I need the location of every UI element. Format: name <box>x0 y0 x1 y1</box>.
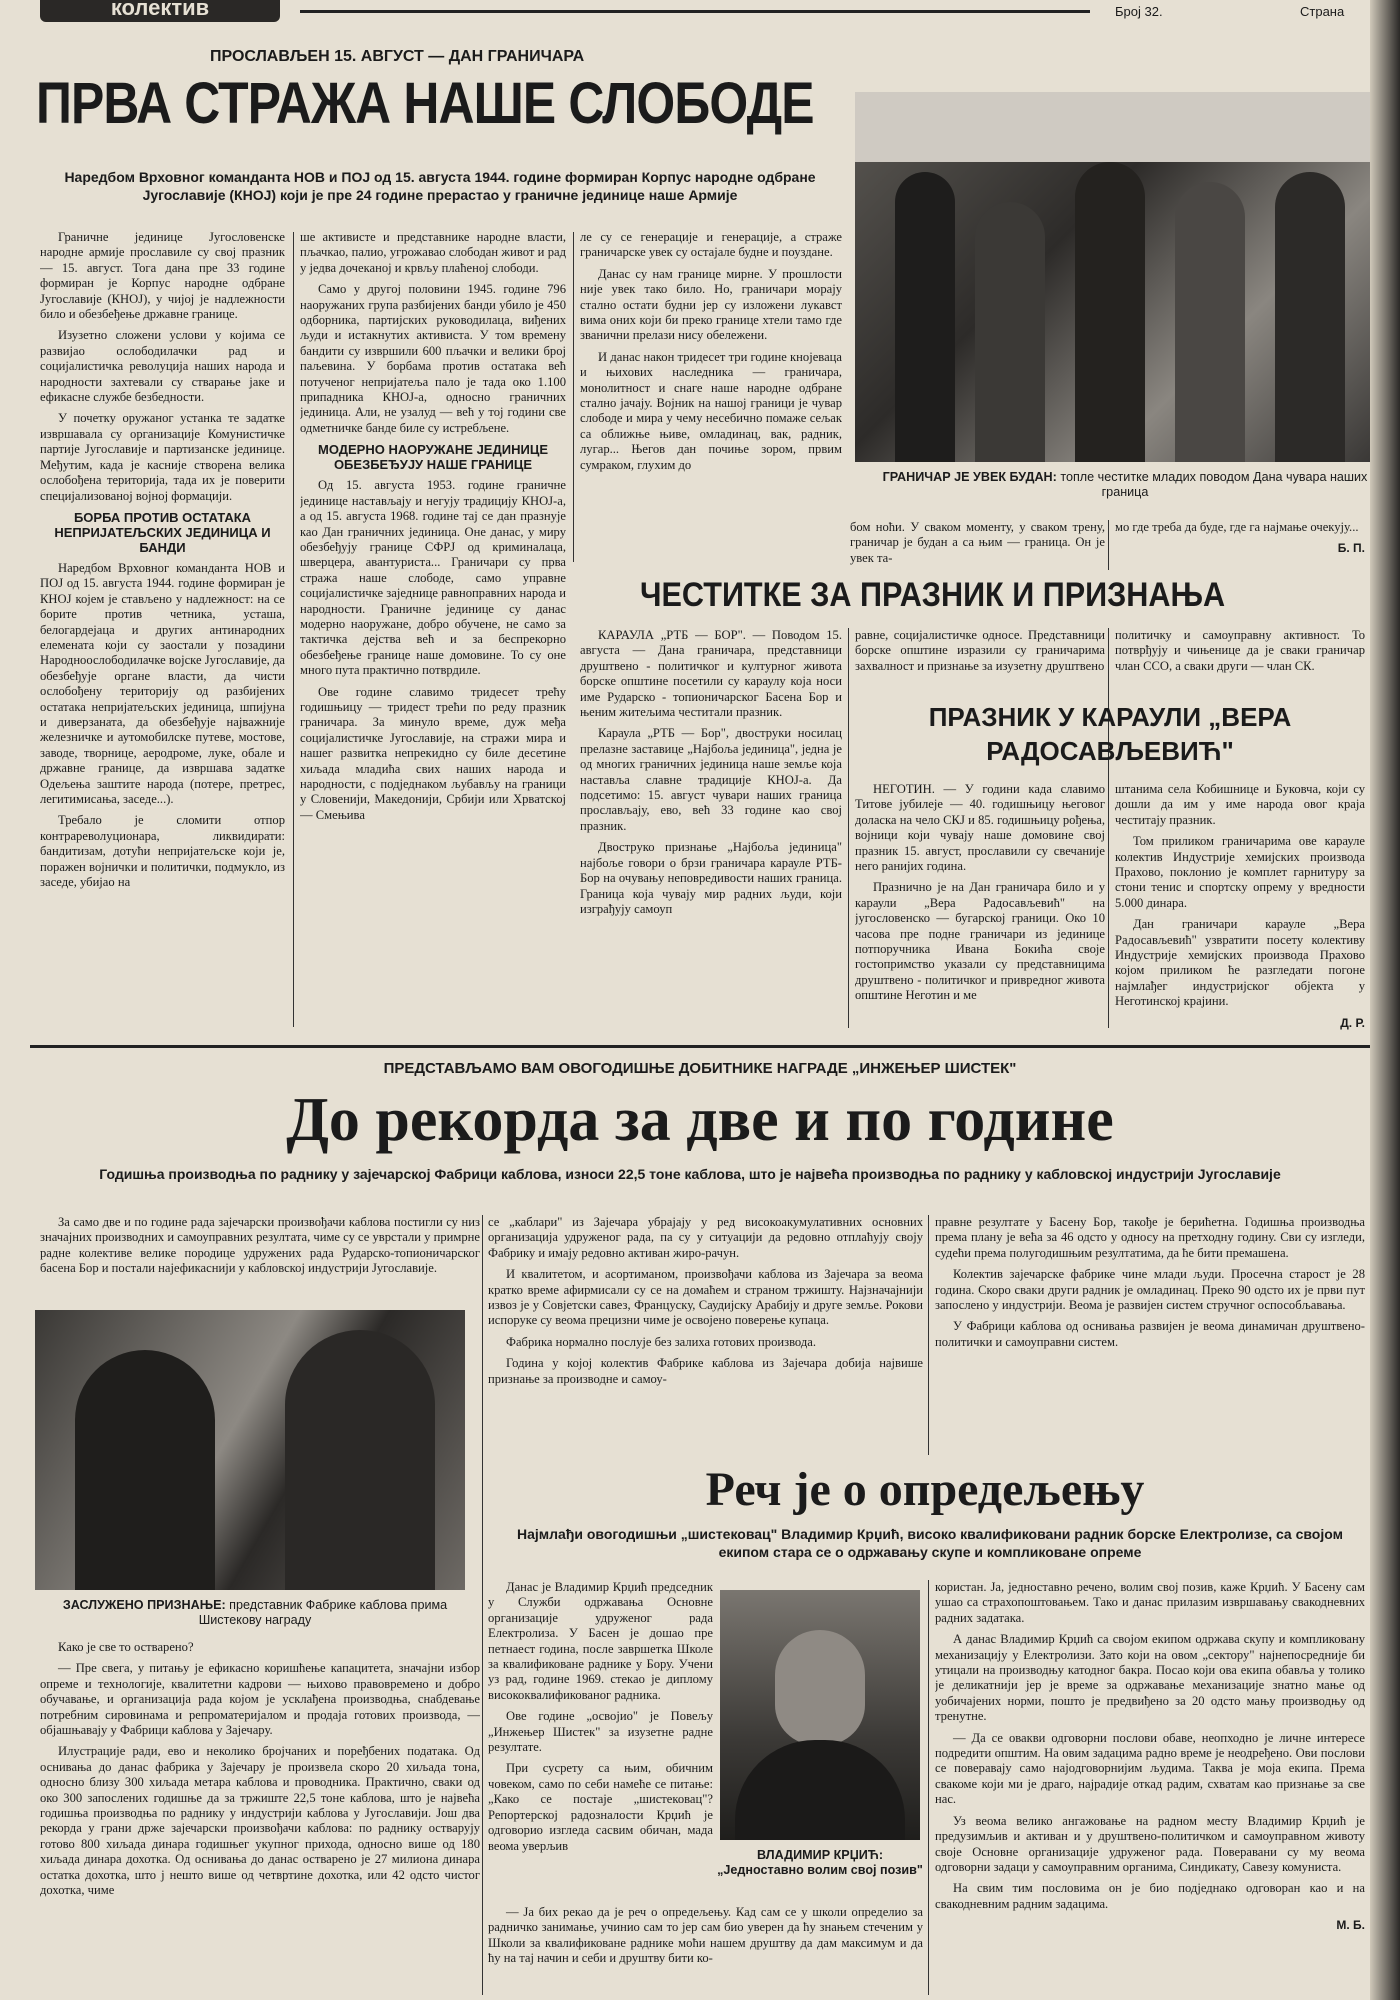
article2-col3 <box>1115 628 1365 688</box>
signature: Д. Р. <box>1340 1015 1365 1030</box>
article5-lead: Најмлађи овогодишњи „шистековац" Владимир Крџић, високо квалификовани радник борске Електролизе, са својом екипом стара се о одржавању скупе и компликоване опреме <box>517 1526 1343 1560</box>
paragraph: Како је све то остварено? <box>58 1640 194 1654</box>
paragraph: У Фабрици каблова од оснивања развијен је веома динамичан друштвено-политички и самоуправни систем. <box>935 1319 1365 1349</box>
column-rule <box>482 1215 483 1995</box>
paragraph: Данас су нам границе мирне. У прошлости није увек тако било. Но, граничари морају стално остати будни јер су изложени лукавст вима оних који би преко границе хтели тамо где званични прелази нису обележени. <box>580 266 842 343</box>
article5-bottom <box>488 1905 923 1997</box>
article4-title: До рекорда за две и по године <box>286 1086 1114 1154</box>
photo-figure <box>975 202 1045 462</box>
paragraph: Двоструко признање „Најбоља јединица" најбоље говори о брзи граничара карауле РТБ-Бор на очувању неповредивости наших граница. Граница која чувају мир радних људи, који изграђују самоуп <box>580 840 842 916</box>
paragraph: Данас је Владимир Крџић председник у Служби одржавања Основне организације удруженог рада Електролиза. У Басен је дошао пре петнаест година, после завршетка Школе за квалификоване раднике у Бору. Учени уз рад, године 1969. стекао је диплому висококвалификованог радника. <box>488 1580 713 1702</box>
paragraph: користан. Ја, једноставно речено, волим свој позив, каже Крџић. У Басену сам ушао са страхопоштовањем. Тако и данас прилазим извршавању свакодневних радних задатака. <box>935 1580 1365 1625</box>
paragraph: И квалитетом, и асортиманом, произвођачи каблова из Зајечара за веома кратко време афирмисали су се на домаћем и страном тржишту. Најзначајнији извоз је у Совјетски савез, Француску, Саудијску Арабију и друге земље. Рокови испоруке су веома прецизни чиме је освојено поверење купаца. <box>488 1267 923 1328</box>
article5-title: Реч је о опредељењу <box>705 1463 1145 1516</box>
paragraph: Од 15. августа 1953. године граничне јединице настављају и негују традицију КНОЈ-а, а од 15. августа 1968. године тај се дан празнује као Дан граничних јединица. Оне данас, у миру обезбеђују границе СФРЈ од криминалаца, шверцера, авантуриста... Граничари су прва стража наше слободе, само управне социјалистичке заједнице равноправних народа и народности. Граничне јединице су данас модерно наоружане, добро обучене, не само за тактичка дејства већ и за беспрекорно обезбеђење границе наше домовине. То су оне много пута практично потврдиле. <box>300 478 566 678</box>
paragraph: На свим тим пословима он је био подједнако одговоран као и на свакодневним радним задацима. <box>935 1881 1365 1911</box>
article4-lead: Годишња производња по раднику у зајечарској Фабрици каблова, износи 22,5 тоне каблова, што је највећа производња по раднику у кабловској индустрији Југославије <box>99 1166 1281 1182</box>
paragraph: ше активисте и представнике народне власти, пљачкао, палио, угрожавао слободан живот и рад у једва дочеканој и крвљу плаћеној слободи. <box>300 230 566 275</box>
photo-figure <box>1075 162 1145 462</box>
masthead-logo: колектив <box>40 0 280 22</box>
article1-col2 <box>300 230 566 1030</box>
article4-intro <box>40 1215 480 1305</box>
article1-tail-right <box>1115 520 1365 580</box>
photo-building <box>855 92 1370 162</box>
caption-bold: ЗАСЛУЖЕНО ПРИЗНАЊЕ: <box>62 1598 226 1612</box>
photo-figure <box>75 1350 215 1590</box>
paragraph: Колектив зајечарске фабрике чине млади људи. Просечна старост је 28 година. Скоро сваки други радник је омладинац. Преко 90 одсто их је први пут запослено у индустрији. Веома је развијен систем стручног оспособљавања. <box>935 1267 1365 1313</box>
caption-bold: ВЛАДИМИР КРЏИЋ: <box>756 1848 884 1862</box>
paragraph: Караула „РТБ — Бор", двоструки носилац прелазне заставице „Најбоља јединица", једна је од многих граничних јединица наше земље која наставља славне традиције КНОЈ-а. Да подсетимо: 15. август чувари наших граница прослављају, ево, већ 33 године као свој празник. <box>580 726 842 833</box>
paragraph: мо где треба да буде, где га најмање очекују... <box>1115 520 1359 534</box>
caption-text: „Једноставно волим свој позив" <box>717 1863 923 1877</box>
paragraph: Дан граничари карауле „Вера Радосављевић" узвратити посету колективу Индустрије хемијских производа Прахово којом приликом ће разгледати погоне најмлађег индустријског објекта у Неготинској крајини. <box>1115 917 1365 1009</box>
paragraph: Том приликом граничарима ове карауле колектив Индустрије хемијских производа Прахово, поклонио је комплет гарнитуру за стони тенис и спортску опрему у вредности 5.000 динара. <box>1115 834 1365 910</box>
paragraph: Илустрације ради, ево и неколико бројчаних и поређбених података. Од оснивања до данас фабрика у Зајечару је произвела скоро 20 хиљада тона, односно близу 300 хиљада метара каблова и проводника. Практично, сваки од око 300 запослених годишње да за тржиште 22,5 тоне каблова, што је највећа годишња производња по раднику у индустрији каблова у Југославији. Још два рекорда у грани држе зајечарски произвођачи каблова: по раднику остварују готово 800 хиљада динара годишњег укупног прихода, односно више од 180 хиљада динара дохотка. Од оснивања до данас остварено је 27 милиона динара остатка дохотка, што ј нешто више од четвртине дохотка, или 42 одсто чистог дохотка, чиме <box>40 1744 480 1898</box>
article4-col3 <box>935 1215 1365 1455</box>
paragraph: равне, социјалистичке односе. Представници борске општине изразили су граничарима захвалност и признање за изузетну друштвено <box>855 628 1105 673</box>
paragraph: Година у којој колектив Фабрике каблова из Зајечара добија највише признање за производне и самоу- <box>488 1356 923 1386</box>
paragraph: И данас након тридесет три године кнојеваца и њихових наследника — граничара, монолитност и снаге наше народне одбране стално јачају. Војник на нашој граници је чувар слободе и мира у чему несебично помаже сељак са оближње њиве, омладинац, вак, радник, лугар... Његов дан почиње зором, првим сумраком, глухим до <box>580 349 842 472</box>
paragraph: Само у другој половини 1945. године 796 наоружаних група разбијених банди убило је 450 одборника, партијских руководилаца, виђених људи и истакнутих активиста. У том времену бандити су извршили 600 пљачки и велики број паљевина. У борбама против остатака већ потученог непријатеља пало је тада око 1.100 припадника КНОЈ-а, односно граничних јединица. Али, не узалуд — већ у тој години све одметничке банде биле су истребљене. <box>300 282 566 435</box>
section-divider <box>30 1045 1370 1048</box>
column-rule <box>928 1215 929 1455</box>
issue-number: Број 32. <box>1115 4 1163 19</box>
paragraph: се „каблари" из Зајечара убрајају у ред високоакумулативних основних организација удруженог рада, па су у ситуацији да редовно отплаћују своју Фабрику и имају редовно активан жиро-рачун. <box>488 1215 923 1260</box>
caption-bold: ГРАНИЧАР ЈЕ УВЕК БУДАН: <box>882 470 1057 484</box>
signature: М. Б. <box>1336 1918 1365 1933</box>
page-label: Страна <box>1300 4 1345 19</box>
paragraph: При сусрету са њим, обичним човеком, само по себи намеће се питање: „Како се постаје „шистековац"? Репортерској радозналости Крџић је одговорио изгледа сасвим обичан, мада веома уверљив <box>488 1761 713 1853</box>
right-edge-shadow <box>1370 0 1400 2000</box>
column-rule <box>848 628 849 1028</box>
caption-text: представник Фабрике каблова прима Шистекову награду <box>198 1598 448 1627</box>
paragraph: КАРАУЛА „РТБ — БОР". — Поводом 15. августа — Дана граничара, представници друштвено - политичког и културног живота борске општине посетили су караулу која носи име Рударско - топионичарског Басена Бор и њеним житељима честитали празник. <box>580 628 842 720</box>
paragraph: Уз веома велико ангажовање на радном месту Владимир Крџић је предузимљив и активан и у друштвено-политичком и самоуправном животу своје Основне организације удруженог рада. Поверавани су му веома одговорни задаци у самоуправним органима, Синдикату, Савезу комуниста. <box>935 1813 1365 1874</box>
border-guards-caption <box>880 470 1370 500</box>
article4-kicker: ПРЕДСТАВЉАМО ВАМ ОВОГОДИШЊЕ ДОБИТНИКЕ НАГРАДЕ „ИНЖЕЊЕР ШИСТЕК" <box>383 1060 1017 1077</box>
paragraph: штанима села Кобишнице и Буковча, који су дошли да им у име народа овог краја честитају празник. <box>1115 782 1365 827</box>
article2-col2 <box>855 628 1105 688</box>
paragraph: За само две и по године рада зајечарски произвођачи каблова постигли су низ значајних производних и самоуправних резултата, чиме су се уврстали у примрне радне колективе велике породице удружених рада Рударско-топионичарског басена Бор и постали најефикаснији у кабловској индустрији Југославије. <box>40 1215 480 1276</box>
portrait-photo <box>720 1590 920 1840</box>
paragraph: Требало је сломити отпор контрареволуционара, ликвидирати: бандитизам, дотући непријатељске који је, поражен војнички и политички, подмукло, из заседе, убијао на <box>40 813 285 890</box>
signature: Б. П. <box>1337 541 1365 556</box>
portrait-caption <box>715 1848 925 1878</box>
paragraph: НЕГОТИН. — У години када славимо Титове јубилеје — 40. годишњицу његовог доласка на чело СКЈ и 85. годишњицу рођења, војници који чувају наше домовине свој празник 15. август, прославили су свечаније него ранијих година. <box>855 782 1105 874</box>
paragraph: правне резултате у Басену Бор, такође је берићетна. Годишња производња према плану је већа за 46 одсто у односу на претходну годину. Сви су изгледи, судећи према полугодишњим резултатима, да ће бити премашена. <box>935 1215 1365 1260</box>
article3-title: ПРАЗНИК У КАРАУЛИ „ВЕРА РАДОСАВЉЕВИЋ" <box>928 702 1292 766</box>
column-rule <box>293 232 294 1027</box>
portrait-body <box>735 1740 905 1840</box>
award-caption <box>35 1598 475 1628</box>
paragraph: ле су се генерације и генерације, а страже граничарске увек су остајале будне и поуздане. <box>580 230 842 260</box>
article4-col2 <box>488 1215 923 1455</box>
paragraph: Изузетно сложени услови у којима се развијао ослободилачки рад и социјалистичка револуција наших народа и народности захтевали су стварање јаке и ефикасне службе безбедности. <box>40 328 285 405</box>
paragraph: — Ја бих рекао да је реч о опредељењу. Кад сам се у школи определио за радничко занимање, учинио сам то јер сам био уверен да ћу знањем стеченим у Школи за квалификоване раднике моћи нашем друштву да дам максимум и да ћу на тај начин и себи и друштву бити ко- <box>488 1905 923 1966</box>
portrait-head <box>775 1630 865 1745</box>
article2-title: ЧЕСТИТКЕ ЗА ПРАЗНИК И ПРИЗНАЊА <box>640 576 1226 614</box>
article1-col1 <box>40 230 285 1030</box>
award-photo <box>35 1310 465 1590</box>
paragraph: — Да се овакви одговорни послови обаве, неопходно је личне интересе подредити општим. На овим задацима радно време је неодређено. Ови послови се поверавају само најодговорнијим људима. Таква је моја екипа. Према свакоме који ми је драго, најрадије откад радим, схватам као признање за све нас. <box>935 1730 1365 1807</box>
paragraph: бом ноћи. У сваком моменту, у сваком трену, граничар је будан а са њим — граница. Он је увек та- <box>850 520 1105 565</box>
article3-col2 <box>1115 782 1365 1032</box>
column-rule <box>1108 520 1109 570</box>
article1-subhead: БОРБА ПРОТИВ ОСТАТАКА НЕПРИЈАТЕЉСКИХ ЈЕДИНИЦА И БАНДИ <box>54 509 271 555</box>
paragraph: Ове године „освојио" је Повељу „Инжењер Шистек" за изузетне радне резултате. <box>488 1709 713 1755</box>
masthead <box>0 0 1400 24</box>
masthead-rule <box>300 10 1090 13</box>
paragraph: У почетку оружаног устанка те задатке извршавала су организације Комунистичке партије Југославије и партизанске јединице. Међутим, када је касније створена велика ослобођена територија, тада их је поверити специјализованој војној формацији. <box>40 411 285 503</box>
paragraph: Граничне јединице Југословенске народне армије прославиле су свој празник — 15. август. Тога дана пре 33 године формиран је Корпус народне одбране Југославије (КНОЈ), у чијој је надлежности било и обезбеђење државне границе. <box>40 230 285 322</box>
article1-col3 <box>580 230 842 562</box>
article5-col1 <box>488 1580 713 1900</box>
paragraph: Празнично је на Дан граничара било и у караули „Вера Радосављевић" на југословенско — бугарској граници. Око 10 часова пре подне граничари из јединице потпоручника Ивана Бокића своје гостопримство указали су представницима друштвено - политичког и привредног живота општине Неготин и ме <box>855 880 1105 1003</box>
border-guards-photo <box>855 92 1370 462</box>
article1-lead: Наредбом Врховног команданта НОВ и ПОЈ од 15. августа 1944. године формиран Корпус народне одбране Југославије (КНОЈ) који је пре 24 године прерастао у граничне јединице наше Армије <box>64 169 816 203</box>
paragraph: А данас Владимир Крџић са својом екипом одржава скупу и компликовану механизацију у Електролизи. Зато који на овом „сектору" најнепосредније би утицали на производњу катодног бакра. Посао који ова екипа обавља у толико је деликатнији јер је време за одржавање механизације знатно мање од уобичајених норми, пошто је предвиђено за 20 одсто мању производњу од тренутне. <box>935 1632 1365 1724</box>
photo-figure <box>1275 172 1345 462</box>
paragraph: Ове године славимо тридесет трећу годишњицу — тридест трећи по реду празник граничара. За минуло време, дуж међа социјалистичке Југославије, на стражи мира и нашег развитка непрекидно су биле десетине хиљада младића свих наших народа и народности, с подједнаком љубављу на граници у Словенији, Македонији, Србији или Хрватској — Смењива <box>300 684 566 822</box>
article1-title: ПРВА СТРАЖА НАШЕ СЛОБОДЕ <box>36 71 814 136</box>
column-rule <box>1108 628 1109 1028</box>
caption-text: топле честитке младих поводом Дана чувара наших граница <box>1060 470 1368 499</box>
paragraph: Наредбом Врховног команданта НОВ и ПОЈ од 15. августа 1944. године формиран је КНОЈ којем је стављено у надлежност: на се борите против четника, усташа, белогардејаца и других антинародних елемената који су заостали у позадини Народноослободилачке војске Југославије, да обезбеђује органе власти, да чисти ослобођену територију од разбијених остатака непријатељских јединица, шпијуна и диверзаната, да обезбеђује најважније железничке и аутомобилске путеве, мостове, заводе, творнице, аеродроме, луке, обале и државне границе, да извршава задатке Одељења заштите народа (потере, претрес, легитимисања, заседе...). <box>40 560 285 806</box>
article1-kicker: ПРОСЛАВЉЕН 15. АВГУСТ — ДАН ГРАНИЧАРА <box>210 48 585 65</box>
paragraph: Фабрика нормално послује без залиха готових производа. <box>506 1334 817 1349</box>
article1-tail-left <box>850 520 1105 570</box>
photo-figure <box>895 172 955 462</box>
column-rule <box>928 1580 929 1995</box>
photo-figure <box>1175 182 1245 462</box>
article3-col1 <box>855 782 1105 1032</box>
column-rule <box>573 232 574 562</box>
paragraph: — Пре свега, у питању је ефикасно коришћење капацитета, значајни избор опреме и технологије, квалитетни кадрови — њихово правовремено и добро обучавање, и организација рада којом је усклађена производња, снабдевање потребним сировинама и репроматеријалом и продаја готових производа, — објашњавају у Фабрици каблова у Зајечару. <box>40 1661 480 1738</box>
paragraph: политичку и самоуправну активност. То потврђују и чињенице да је сваки граничар члан ССО, а сваки други — члан СК. <box>1115 628 1365 673</box>
photo-figure <box>285 1330 435 1590</box>
article4-col1 <box>40 1640 480 1995</box>
article2-col1 <box>580 628 842 1028</box>
article1-subhead2: МОДЕРНО НАОРУЖАНЕ ЈЕДИНИЦЕ ОБЕЗБЕЂУЈУ НАШЕ ГРАНИЦЕ <box>317 442 548 473</box>
article5-col3 <box>935 1580 1365 1995</box>
